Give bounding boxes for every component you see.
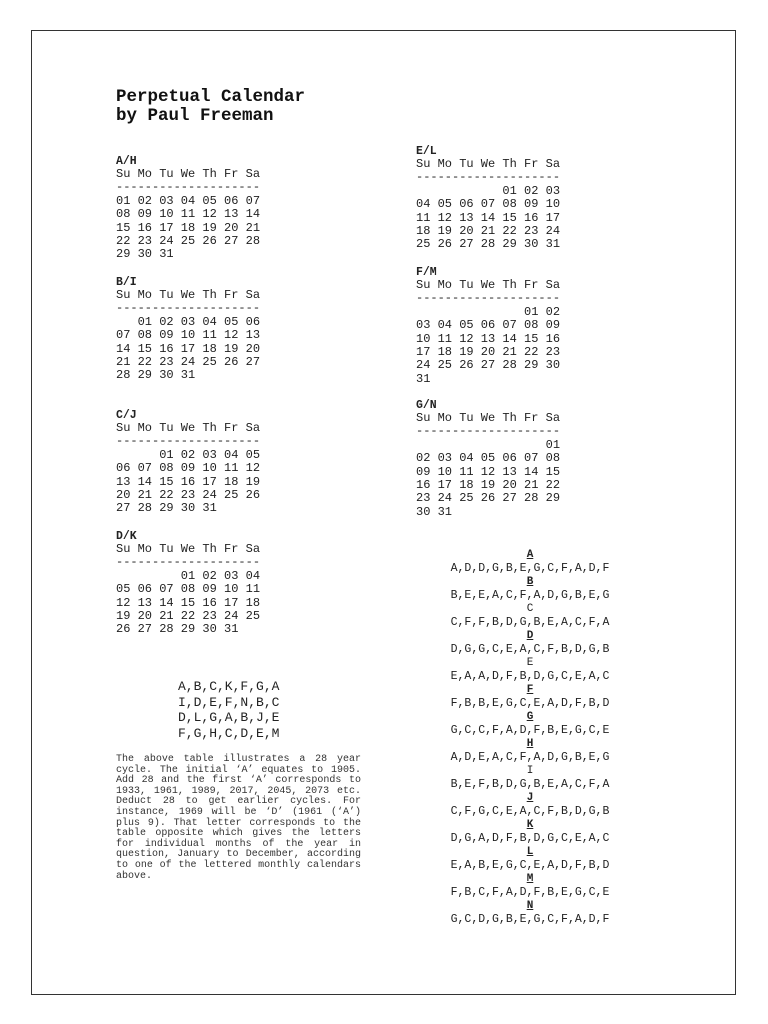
header-divider: -------------------- (416, 291, 561, 306)
month-entry-c (431, 604, 629, 631)
month-entry-k (431, 820, 629, 847)
year-cycle-grid (178, 679, 279, 741)
month-entry-l (431, 847, 629, 874)
year-letter: B (526, 576, 534, 588)
month-letters: D,G,A,D,F,B,D,G,C,E,A,C (450, 832, 610, 845)
month-lookup-table (431, 550, 629, 928)
year-grid-row: D,L,G,A,B,J,E (178, 710, 280, 725)
calendar-label: B/I (116, 276, 137, 289)
date-rows: 01 02 03 04 05 06 07 08 09 10 11 12 13 14 15 16 17 18 19 20 21 22 23 24 25 26 27 28 29 30 31 (116, 568, 261, 637)
month-entry-e (431, 658, 629, 685)
weekday-header: Su Mo Tu We Th Fr Sa (116, 421, 261, 435)
year-letter: J (526, 792, 534, 804)
month-letters: E,A,A,D,F,B,D,G,C,E,A,C (450, 670, 610, 683)
year-letter: K (526, 819, 534, 831)
year-letter: H (526, 738, 534, 750)
month-letters: A,D,E,A,C,F,A,D,G,B,E,G (450, 751, 610, 764)
year-grid-row: F,G,H,C,D,E,M (178, 725, 280, 741)
year-letter: D (526, 630, 534, 642)
month-letters: D,G,G,C,E,A,C,F,B,D,G,B (450, 643, 610, 656)
year-grid-row: A,B,C,K,F,G,A (178, 679, 280, 694)
month-entry-i (431, 766, 629, 793)
year-letter: G (526, 711, 534, 723)
month-letters: G,C,D,G,B,E,G,C,F,A,D,F (450, 913, 610, 926)
header-divider: -------------------- (116, 301, 261, 316)
month-letters: A,D,D,G,B,E,G,C,F,A,D,F (450, 562, 610, 575)
header-divider: -------------------- (416, 424, 561, 439)
year-letter: I (526, 765, 534, 777)
date-rows: 01 02 03 04 05 06 07 08 09 10 11 12 13 14 15 16 17 18 19 20 21 22 23 24 25 26 27 28 29 30 31 (116, 447, 261, 516)
weekday-header: Su Mo Tu We Th Fr Sa (116, 288, 261, 302)
month-letters: C,F,F,B,D,G,B,E,A,C,F,A (450, 616, 610, 629)
month-entry-d (431, 631, 629, 658)
weekday-header: Su Mo Tu We Th Fr Sa (416, 411, 561, 425)
date-rows: 01 02 03 04 05 06 07 08 09 10 11 12 13 14 15 16 17 18 19 20 21 22 23 24 25 26 27 28 29 30 31 (416, 304, 561, 386)
weekday-header: Su Mo Tu We Th Fr Sa (116, 167, 261, 181)
title-line-2: by Paul Freeman (116, 106, 274, 126)
year-letter: N (526, 900, 534, 912)
calendar-c-j (116, 409, 260, 516)
calendar-g-n (416, 399, 560, 519)
year-letter: C (526, 603, 534, 615)
calendar-d-k (116, 530, 260, 637)
header-divider: -------------------- (116, 434, 261, 449)
month-letters: C,F,G,C,E,A,C,F,B,D,G,B (450, 805, 610, 818)
calendar-label: C/J (116, 409, 137, 422)
month-entry-f (431, 685, 629, 712)
month-letters: F,B,B,E,G,C,E,A,D,F,B,D (450, 697, 610, 710)
year-letter: A (526, 549, 534, 561)
month-entry-a (431, 550, 629, 577)
date-rows: 01 02 03 04 05 06 07 08 09 10 11 12 13 14 15 16 17 18 19 20 21 22 23 24 25 26 27 28 29 30 31 (116, 193, 261, 262)
month-letters: F,B,C,F,A,D,F,B,E,G,C,E (450, 886, 610, 899)
month-entry-j (431, 793, 629, 820)
weekday-header: Su Mo Tu We Th Fr Sa (416, 157, 561, 171)
header-divider: -------------------- (416, 170, 561, 185)
month-letters: G,C,C,F,A,D,F,B,E,G,C,E (450, 724, 610, 737)
month-entry-g (431, 712, 629, 739)
weekday-header: Su Mo Tu We Th Fr Sa (116, 542, 261, 556)
header-divider: -------------------- (116, 180, 261, 195)
calendar-label: E/L (416, 145, 437, 158)
year-letter: L (526, 846, 534, 858)
month-letters: E,A,B,E,G,C,E,A,D,F,B,D (450, 859, 610, 872)
date-rows: 01 02 03 04 05 06 07 08 09 10 11 12 13 14 15 16 17 18 19 20 21 22 23 24 25 26 27 28 29 30 31 (416, 437, 561, 519)
month-entry-b (431, 577, 629, 604)
month-entry-h (431, 739, 629, 766)
page-title (116, 88, 305, 126)
month-entry-n (431, 901, 629, 928)
calendar-label: F/M (416, 266, 437, 279)
year-grid-row: I,D,E,F,N,B,C (178, 694, 280, 710)
calendar-b-i (116, 276, 260, 383)
year-letter: M (526, 873, 534, 885)
calendar-a-h (116, 155, 260, 262)
description-paragraph: The above table illustrates a 28 year cycle. The initial ‘A’ equates to 1905. Add 28 and the first ‘A’ corresponds to 1933, 1961, 1989, 2017, 2045, 2073 etc. Deduct 28 to get earlier cycles. For instance, 1969 will be ‘D’ (1961 (‘A’) plus 9). That letter corresponds to the table opposite which gives the letters for individual months of the year in question, January to December, according to one of the lettered monthly calendars above. (116, 754, 361, 882)
month-letters: B,E,E,A,C,F,A,D,G,B,E,G (450, 589, 610, 602)
calendar-label: G/N (416, 399, 437, 412)
date-rows: 01 02 03 04 05 06 07 08 09 10 11 12 13 14 15 16 17 18 19 20 21 22 23 24 25 26 27 28 29 30 31 (116, 314, 261, 383)
header-divider: -------------------- (116, 555, 261, 570)
month-entry-m (431, 874, 629, 901)
calendar-e-l (416, 145, 560, 252)
calendar-f-m (416, 266, 560, 386)
calendar-label: A/H (116, 155, 137, 168)
month-letters: B,E,F,B,D,G,B,E,A,C,F,A (450, 778, 610, 791)
year-letter: F (526, 684, 534, 696)
date-rows: 01 02 03 04 05 06 07 08 09 10 11 12 13 14 15 16 17 18 19 20 21 22 23 24 25 26 27 28 29 30 31 (416, 183, 561, 252)
weekday-header: Su Mo Tu We Th Fr Sa (416, 278, 561, 292)
year-letter: E (526, 657, 534, 669)
title-line-1: Perpetual Calendar (116, 87, 306, 107)
calendar-label: D/K (116, 530, 137, 543)
